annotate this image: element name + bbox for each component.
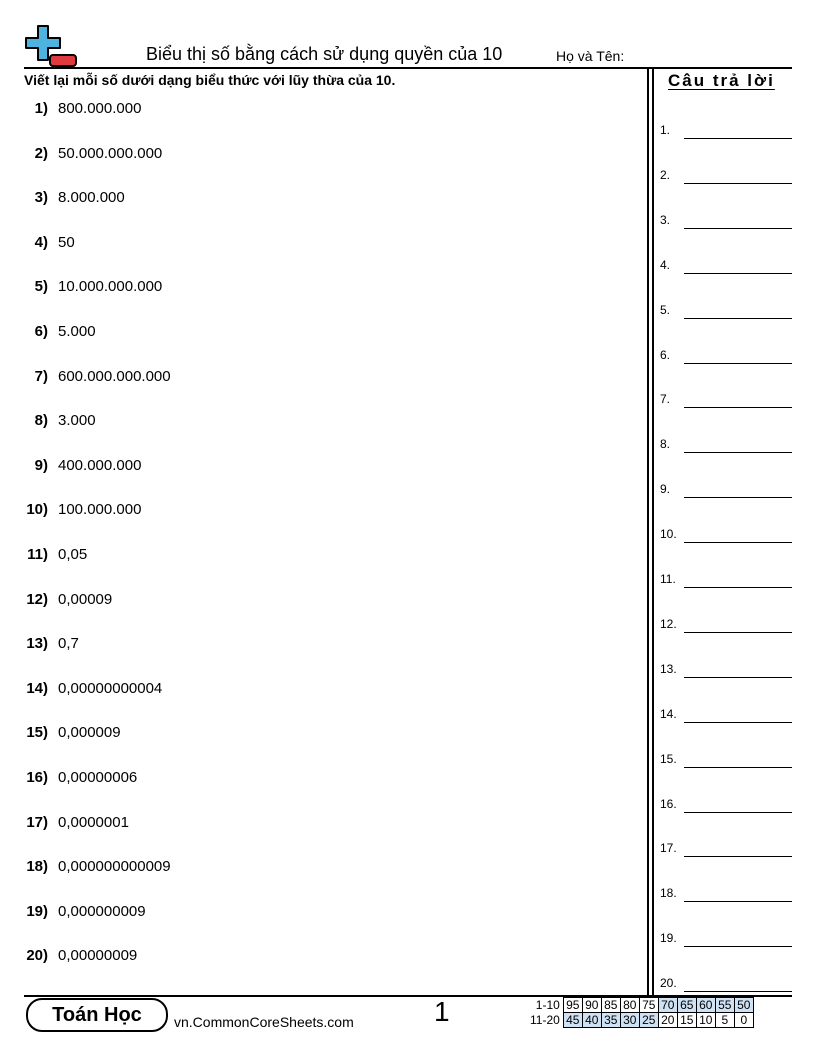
problem-item (0, 680, 630, 702)
score-cell: 80 (620, 998, 639, 1013)
score-cell: 55 (715, 998, 734, 1013)
problem-number: 18) (26, 858, 48, 876)
answer-line[interactable] (660, 256, 792, 274)
problem-number: 7) (34, 367, 48, 385)
answer-blank[interactable] (684, 991, 792, 992)
problem-item (0, 947, 630, 969)
problem-number: 15) (26, 724, 48, 742)
answer-number: 2. (660, 167, 671, 182)
answer-number: 7. (660, 392, 671, 407)
problem-item (0, 903, 630, 925)
answer-blank[interactable] (684, 228, 792, 229)
score-cell: 75 (639, 998, 658, 1013)
answer-number: 10. (660, 527, 677, 542)
score-cell: 5 (715, 1013, 734, 1028)
header-divider (24, 67, 792, 69)
answer-number: 5. (660, 302, 671, 317)
problem-item (0, 100, 630, 122)
score-row (528, 1013, 753, 1028)
answer-blank[interactable] (684, 677, 792, 678)
answer-line[interactable] (660, 390, 792, 408)
score-row (528, 998, 753, 1013)
score-cell: 35 (601, 1013, 620, 1028)
name-label: Họ và Tên: (556, 48, 625, 64)
answer-blank[interactable] (684, 407, 792, 408)
problem-value: 3.000 (58, 412, 96, 430)
problem-item (0, 323, 630, 345)
answer-line[interactable] (660, 705, 792, 723)
answer-number: 4. (660, 257, 671, 272)
score-row-label: 11-20 (530, 1013, 560, 1027)
score-cell: 90 (582, 998, 601, 1013)
answer-line[interactable] (660, 480, 792, 498)
answer-column-divider (652, 68, 654, 996)
score-cell: 50 (734, 998, 753, 1013)
answer-number: 17. (660, 841, 677, 856)
score-cell: 10 (696, 1013, 715, 1028)
problem-item (0, 858, 630, 880)
answer-number: 1. (660, 123, 671, 137)
score-cell: 15 (677, 1013, 696, 1028)
answer-number: 11. (660, 572, 676, 586)
problem-number: 19) (26, 902, 48, 920)
answer-blank[interactable] (684, 138, 792, 139)
problem-value: 8.000.000 (58, 189, 125, 207)
problem-value: 50.000.000.000 (58, 144, 163, 162)
answer-number: 3. (660, 212, 671, 227)
score-cell: 85 (601, 998, 620, 1013)
score-cell: 25 (639, 1013, 658, 1028)
problem-number: 13) (26, 635, 48, 653)
problem-item (0, 368, 630, 390)
problem-item (0, 501, 630, 523)
problem-value: 0,00000009 (58, 947, 138, 965)
problem-value: 100.000.000 (58, 501, 142, 519)
answer-line[interactable] (660, 166, 792, 184)
score-cell: 60 (696, 998, 715, 1013)
answer-number: 20. (660, 976, 677, 991)
problem-number: 3) (34, 189, 48, 207)
answer-blank[interactable] (684, 318, 792, 319)
problem-item (0, 457, 630, 479)
answer-number: 19. (660, 931, 677, 946)
problem-number: 11) (27, 546, 48, 563)
problem-number: 16) (26, 769, 48, 786)
score-cell: 20 (658, 1013, 677, 1028)
answer-line[interactable] (660, 884, 792, 902)
problem-number: 10) (26, 501, 48, 519)
problem-number: 17) (26, 813, 48, 831)
problem-value: 0,0000001 (58, 813, 129, 831)
problem-item (0, 145, 630, 167)
instructions: Viết lại mỗi số dưới dạng biểu thức với lũy thừa của 10. (24, 72, 396, 88)
score-cell: 45 (563, 1013, 582, 1028)
answer-number: 18. (660, 886, 677, 901)
score-cell: 70 (658, 998, 677, 1013)
answer-number: 8. (660, 437, 671, 452)
answer-blank[interactable] (684, 587, 792, 588)
problem-item (0, 635, 630, 657)
page-number: 1 (434, 996, 450, 1027)
answer-blank[interactable] (684, 363, 792, 364)
problem-item (0, 278, 630, 300)
problem-value: 0,7 (58, 635, 79, 653)
answer-key-title: Câu trả lời (668, 71, 775, 90)
answer-blank[interactable] (684, 901, 792, 902)
answer-line[interactable] (660, 750, 792, 768)
site-url: vn.CommonCoreSheets.com (174, 1014, 354, 1030)
answer-number: 14. (660, 706, 677, 721)
problem-value: 50 (58, 233, 75, 251)
score-row-label: 1-10 (535, 998, 560, 1012)
problem-number: 5) (34, 278, 48, 296)
problem-value: 400.000.000 (58, 456, 142, 474)
problem-value: 0,000000009 (58, 902, 146, 920)
answer-blank[interactable] (684, 497, 792, 498)
answer-number: 12. (660, 616, 677, 631)
score-table (528, 997, 754, 1028)
answer-blank[interactable] (684, 273, 792, 274)
answer-line[interactable] (660, 346, 792, 364)
problem-item (0, 769, 630, 791)
answer-blank[interactable] (684, 946, 792, 947)
problem-value: 600.000.000.000 (58, 367, 171, 385)
answer-blank[interactable] (684, 452, 792, 453)
answer-line[interactable] (660, 974, 792, 992)
answer-blank[interactable] (684, 856, 792, 857)
problem-number: 20) (26, 947, 48, 965)
score-cell: 0 (734, 1013, 753, 1028)
answer-number: 13. (660, 661, 677, 676)
answer-blank[interactable] (684, 183, 792, 184)
brand-badge: Toán Học (26, 998, 168, 1032)
problem-item (0, 724, 630, 746)
answer-line[interactable] (660, 660, 792, 678)
score-cell: 95 (563, 998, 582, 1013)
problem-number: 9) (34, 456, 48, 474)
answer-line[interactable] (660, 435, 792, 453)
problem-number: 6) (34, 323, 48, 340)
problem-number: 4) (34, 233, 48, 251)
plus-minus-logo-icon (24, 24, 78, 68)
problem-value: 0,05 (58, 546, 88, 563)
answer-blank[interactable] (684, 632, 792, 633)
answer-number: 6. (660, 347, 671, 362)
problem-item (0, 412, 630, 434)
answer-blank[interactable] (684, 542, 792, 543)
answer-line[interactable] (660, 795, 792, 813)
answer-line[interactable] (660, 525, 792, 543)
problem-number: 12) (26, 590, 48, 608)
problem-number: 1) (34, 100, 48, 117)
score-cell: 40 (582, 1013, 601, 1028)
answer-blank[interactable] (684, 722, 792, 723)
answer-number: 9. (660, 482, 671, 497)
answer-number: 15. (660, 751, 677, 766)
problem-item (0, 591, 630, 613)
answer-column-divider (647, 68, 649, 996)
problem-item (0, 189, 630, 211)
answer-line[interactable] (660, 570, 792, 588)
problem-value: 0,000000000009 (58, 858, 171, 876)
score-cell: 30 (620, 1013, 639, 1028)
answer-blank[interactable] (684, 812, 792, 813)
problem-value: 800.000.000 (58, 100, 142, 117)
problem-value: 5.000 (58, 323, 96, 340)
problem-value: 0,00000000004 (58, 679, 163, 697)
problem-item (0, 546, 630, 568)
answer-line[interactable] (660, 929, 792, 947)
problem-value: 10.000.000.000 (58, 278, 163, 296)
problem-number: 8) (34, 412, 48, 430)
answer-line[interactable] (660, 301, 792, 319)
answer-line[interactable] (660, 615, 792, 633)
answer-number: 16. (660, 796, 677, 811)
problem-item (0, 814, 630, 836)
problem-value: 0,000009 (58, 724, 121, 742)
problem-item (0, 234, 630, 256)
answer-blank[interactable] (684, 767, 792, 768)
answer-line[interactable] (660, 211, 792, 229)
worksheet-title: Biểu thị số bằng cách sử dụng quyền của 10 (146, 44, 503, 64)
problem-number: 2) (34, 144, 48, 162)
problem-number: 14) (26, 679, 48, 697)
answer-line[interactable] (660, 839, 792, 857)
problem-value: 0,00009 (58, 590, 113, 608)
score-cell: 65 (677, 998, 696, 1013)
answer-line[interactable] (660, 121, 792, 139)
problem-value: 0,00000006 (58, 769, 138, 786)
